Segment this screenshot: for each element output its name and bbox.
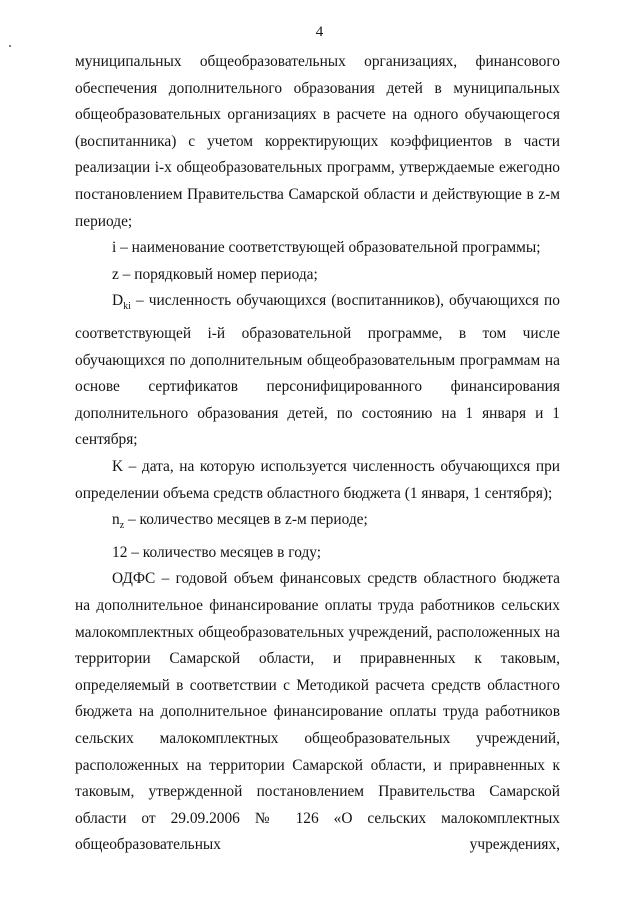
- nz-subscript: z: [119, 520, 125, 532]
- dki-symbol: D: [112, 292, 124, 310]
- definition-k: K – дата, на которую используется численность обучающихся при определении объема средств областного бюджета (1 января, 1 сентября);: [75, 457, 560, 502]
- definition-odfs: ОДФС – годовой объем финансовых средств областного бюджета на дополнительное финансирование оплаты труда работников сельских малокомплектных общеобразовательных учреждений, расположенных на территории Самарской области, и приравненных к таковым, определяемый в соответствии с Методикой расчета средств областного бюджета на дополнительное финансирование оплаты труда работников сельских малокомплектных общеобразовательных учреждений, расположенных на территории Самарской области, и приравненных к таковым, утвержденной постановлением Правительства Самарской области от 29.09.2006 № 126 «О сельских малокомплектных общеобразовательных учреждениях,: [75, 570, 560, 854]
- definition-i: i – наименование соответствующей образовательной программы;: [112, 239, 541, 257]
- paragraph-continuation: муниципальных общеобразовательных организациях, финансового обеспечения дополнительного образования детей в муниципальных общеобразовательных организациях в расчете на одного обучающегося (воспитанника) с учетом корректирующих коэффициентов в части реализации i-х общеобразовательных программ, утверждаемые ежегодно постановлением Правительства Самарской области и действующие в z-м периоде;: [75, 53, 560, 230]
- dki-text: – численность обучающихся (воспитанников), обучающихся по соответствующей i-й образовательной программе, в том числе обучающихся по дополнительным общеобразовательным программам на основе сертификатов персонифицированного финансирования дополнительного образования детей, по состоянию на 1 января и 1 сентября;: [75, 292, 560, 449]
- scan-speck: [9, 45, 11, 47]
- definition-z: z – порядковый номер периода;: [112, 265, 318, 283]
- definition-12: 12 – количество месяцев в году;: [112, 543, 322, 561]
- definition-dki: [75, 288, 560, 454]
- nz-text: – количество месяцев в z-м периоде;: [124, 511, 368, 529]
- definition-nz: [75, 507, 560, 540]
- page-number: 4: [315, 24, 324, 40]
- dki-subscript: ki: [123, 301, 131, 313]
- document-body: [75, 49, 560, 859]
- nz-symbol: n: [112, 511, 120, 529]
